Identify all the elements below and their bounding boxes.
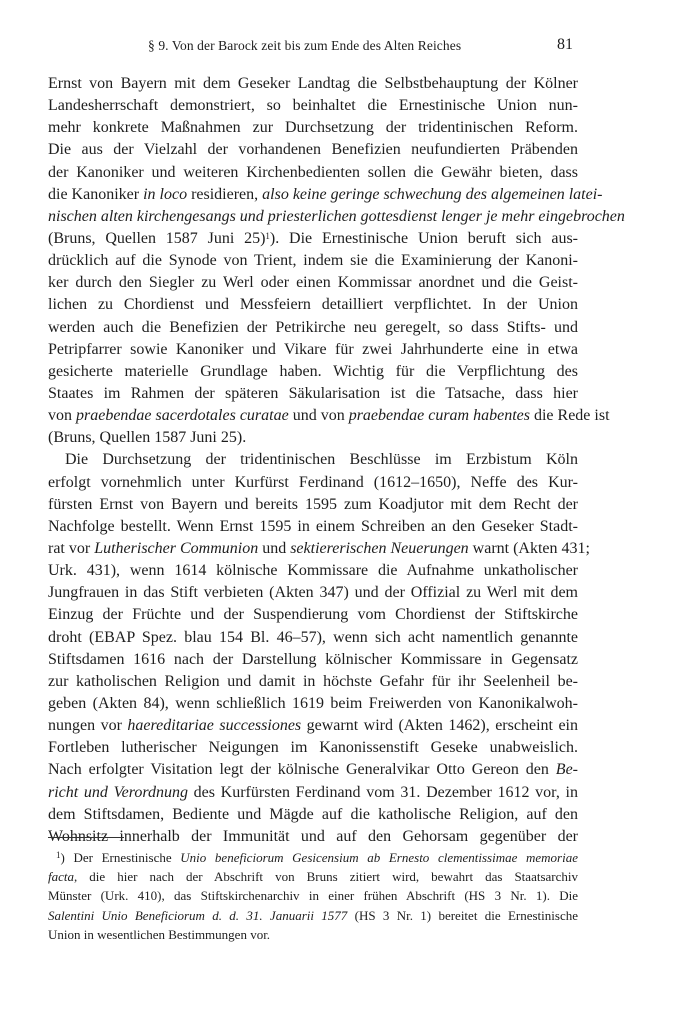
- body-line: [48, 383, 578, 405]
- text-segment: warnt (Akten 431;: [468, 539, 590, 557]
- italic-text: Lutherischer Communion: [94, 539, 259, 557]
- footnote-separator: [48, 837, 124, 838]
- body-line: [48, 250, 578, 272]
- text-segment: der Kanoniker und weiteren Kirchenbedienten sollen die Gewähr bieten, dass: [48, 163, 578, 181]
- text-segment: gesicherte materielle Grundlage haben. Wichtig für die Verpflichtung des: [48, 362, 578, 380]
- body-line: [48, 427, 578, 449]
- text-segment: rat vor: [48, 539, 95, 557]
- text-segment: Die Durchsetzung der tridentinischen Beschlüsse im Erzbistum Köln: [65, 451, 578, 469]
- italic-text: Be-: [555, 761, 578, 779]
- text-segment: des Kurfürsten Ferdinand vom 31. Dezember 1612 vor, in: [187, 783, 578, 801]
- body-line: [48, 826, 578, 848]
- italic-text: nischen alten kirchengesangs und priesterlichen gottesdienst lenger je mehr eingebrochen: [48, 207, 625, 225]
- body-line: [48, 162, 578, 184]
- text-segment: Staates im Rahmen der späteren Säkularisation ist die Tatsache, dass hier: [48, 384, 578, 402]
- text-segment: Ernst von Bayern mit dem Geseker Landtag die Selbstbehauptung der Kölner: [48, 75, 578, 92]
- body-line: [48, 405, 610, 427]
- body-line: [48, 449, 578, 471]
- body-line: [48, 494, 578, 516]
- text-segment: werden auch die Benefizien der Petrikirche neu geregelt, so dass Stifts- und: [48, 318, 578, 336]
- body-line: [48, 759, 578, 781]
- text-segment: Nach erfolgter Visitation legt der kölnische Generalvikar Otto Gereon den: [48, 761, 556, 779]
- running-head: [120, 36, 573, 58]
- text-segment: Jungfrauen in das Stift verbieten (Akten 347) und der Offizial zu Werl mit dem: [48, 584, 578, 602]
- body-line: [48, 538, 590, 560]
- text-segment: Wohnsitz innerhalb der Immunität und auf den Gehorsam gegenüber der: [48, 827, 578, 845]
- text-segment: (HS 3 Nr. 1) bereitet die Ernestinische: [347, 907, 578, 923]
- italic-text: praebendae sacerdotales curatae: [76, 407, 289, 425]
- body-line: [48, 184, 603, 206]
- body-line: [48, 782, 578, 804]
- text-segment: Stiftsdamen 1616 nach der Darstellung kölnischer Kommissare in Gegensatz: [48, 650, 578, 668]
- text-segment: Union in wesentlichen Bestimmungen vor.: [48, 926, 271, 942]
- text-segment: nungen vor: [48, 717, 128, 735]
- italic-text: sektiererischen Neuerungen: [290, 539, 469, 557]
- body-line: [48, 671, 578, 693]
- body-text: [48, 73, 625, 848]
- text-segment: droht (EBAP Spez. blau 154 Bl. 46–57), wenn sich acht namentlich genannte: [48, 628, 578, 646]
- text-segment: erfolgt vornehmlich unter Kurfürst Ferdinand (1612–1650), Neffe des Kur-: [48, 473, 578, 491]
- italic-text: also keine geringe schwechung des algemeinen latei-: [262, 185, 603, 203]
- text-segment: die Kanoniker: [48, 185, 144, 203]
- body-line: [48, 560, 578, 582]
- text-segment: und: [258, 539, 291, 557]
- italic-text: richt und Verordnung: [48, 783, 188, 801]
- text-segment: ) Der Ernestinische: [60, 850, 181, 865]
- italic-text: haereditariae successiones: [127, 717, 302, 735]
- text-segment: mehr konkrete Maßnahmen zur Durchsetzung der tridentinischen Reform.: [48, 119, 578, 137]
- italic-text: praebendae curam habentes: [348, 407, 530, 425]
- footnote-marker: 1: [265, 230, 270, 241]
- footnote-line: [48, 867, 578, 886]
- italic-text: facta: [48, 869, 74, 885]
- body-line: [48, 95, 578, 117]
- text-segment: und von: [288, 407, 349, 425]
- text-segment: residieren,: [187, 185, 263, 203]
- body-line: [48, 715, 578, 737]
- text-segment: dem Stiftsdamen, Bediente und Mägde auf die katholische Religion, auf den: [48, 805, 578, 823]
- body-line: [48, 294, 578, 316]
- body-line: [48, 117, 578, 139]
- text-segment: Münster (Urk. 410), das Stiftskirchenarchiv in einer frühen Abschrift (HS 3 Nr. 1). Die: [48, 888, 578, 904]
- body-line: [48, 582, 578, 604]
- body-line: [48, 139, 578, 161]
- body-line: [48, 649, 578, 671]
- text-segment: , die hier nach der Abschrift von Bruns zitiert wird, bewahrt das Staatsarchiv: [74, 869, 578, 885]
- text-segment: Urk. 431), wenn 1614 kölnische Kommissare die Aufnahme unkatholischer: [48, 562, 578, 580]
- text-segment: die Rede ist: [529, 407, 610, 425]
- text-segment: lichen zu Chordienst und Messfeiern detailliert verpflichtet. In der Union: [48, 296, 578, 314]
- italic-text: Unio beneficiorum Gesicensium ab Ernesto clementissimae memoriae: [180, 850, 578, 865]
- italic-text: in loco: [143, 185, 188, 203]
- body-line: [48, 693, 578, 715]
- body-line: [48, 317, 578, 339]
- text-segment: (Bruns, Quellen 1587 Juni 25): [48, 229, 266, 247]
- footnote-marker: 1: [56, 849, 61, 860]
- body-line: [48, 604, 578, 626]
- body-line: [48, 206, 625, 228]
- footnote-line: [48, 886, 578, 905]
- text-segment: Einzug der Früchte und der Suspendierung vom Chordienst der Stiftskirche: [48, 606, 578, 624]
- italic-text: Salentini Unio Beneficiorum d. d. 31. Januarii 1577: [48, 907, 348, 923]
- body-line: [48, 73, 578, 95]
- body-line: [48, 472, 578, 494]
- footnote-line: [48, 906, 578, 925]
- text-segment: geben (Akten 84), wenn schließlich 1619 beim Freiwerden von Kanonikalwoh-: [48, 694, 578, 712]
- text-segment: von: [48, 407, 76, 425]
- body-line: [48, 339, 578, 361]
- running-title: § 9. Von der Barock zeit bis zum Ende des Alten Reiches: [148, 38, 462, 53]
- text-segment: ). Die Ernestinische Union beruft sich aus-: [269, 229, 578, 247]
- body-line: [48, 627, 578, 649]
- text-segment: Nachfolge bestellt. Wenn Ernst 1595 in einem Schreiben an den Geseker Stadt-: [48, 517, 578, 535]
- text-segment: Fortleben lutherischer Neigungen im Kanonissenstift Geseke unabweislich.: [48, 739, 578, 757]
- text-segment: Petripfarrer sowie Kanoniker und Vikare für zwei Jahrhunderte eine in etwa: [48, 340, 578, 358]
- text-segment: zur katholischen Religion und damit in höchste Gefahr für ihr Seelenheil be-: [48, 672, 578, 690]
- footnote-line: [48, 848, 578, 867]
- body-line: [48, 272, 578, 294]
- footnote-line: [48, 925, 578, 944]
- page-number: 81: [557, 36, 573, 53]
- body-line: [48, 737, 578, 759]
- text-segment: (Bruns, Quellen 1587 Juni 25).: [48, 429, 247, 447]
- text-segment: ker durch den Siegler zu Werl oder einen Kommissar anordnet und die Geist-: [48, 274, 578, 292]
- text-segment: Die aus der Vielzahl der vorhandenen Benefizien neufundierten Präbenden: [48, 141, 578, 159]
- body-line: [48, 516, 578, 538]
- text-segment: drücklich auf die Synode von Trient, indem sie die Examinierung der Kanoni-: [48, 252, 578, 270]
- footnote: [48, 848, 578, 944]
- text-segment: fürsten Ernst von Bayern und bereits 1595 zum Koadjutor mit dem Recht der: [48, 495, 578, 513]
- body-line: [48, 361, 578, 383]
- text-segment: gewarnt wird (Akten 1462), erscheint ein: [301, 717, 578, 735]
- body-line: [48, 804, 578, 826]
- text-segment: Landesherrschaft demonstriert, so beinhaltet die Ernestinische Union nun-: [48, 97, 578, 115]
- body-line: [48, 228, 578, 250]
